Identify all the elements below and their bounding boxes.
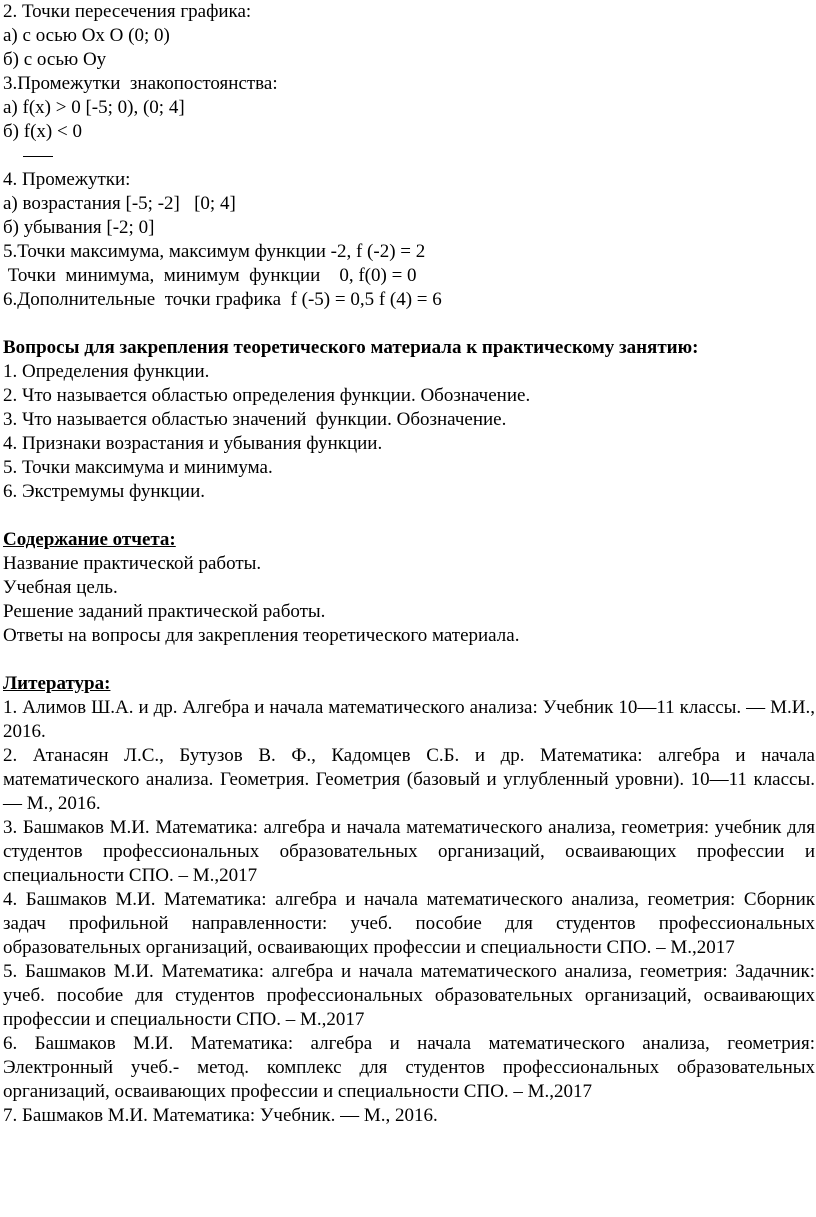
- questions-heading: Вопросы для закрепления теоретического материала к практическому занятию:: [3, 337, 699, 358]
- report-item: Ответы на вопросы для закрепления теоретического материала.: [3, 625, 520, 646]
- question-item: 1. Определения функции.: [3, 361, 210, 382]
- question-item: 3. Что называется областью значений функции. Обозначение.: [3, 409, 507, 430]
- report-item: Решение заданий практической работы.: [3, 601, 326, 622]
- question-item: 4. Признаки возрастания и убывания функции.: [3, 433, 383, 454]
- analysis-line: а) возрастания [-5; -2] [0; 4]: [3, 193, 236, 214]
- literature-item: 6. Башмаков М.И. Математика: алгебра и начала математического анализа, геометрия: Электронный учеб.- метод. комплекс для студентов профессиональных образовательных организаций, осваивающих профессии и специальности СПО. – М.,2017: [3, 1033, 815, 1102]
- literature-heading: Литература:: [3, 673, 111, 694]
- question-item: 5. Точки максимума и минимума.: [3, 457, 273, 478]
- questions-section: [3, 336, 815, 504]
- analysis-line: 5.Точки максимума, максимум функции -2, f (-2) = 2: [3, 241, 426, 262]
- empty-set-rule: [3, 144, 815, 168]
- analysis-line: 4. Промежутки:: [3, 169, 131, 190]
- analysis-line: б) с осью Оу: [3, 49, 107, 70]
- report-section: [3, 528, 815, 648]
- analysis-line: а) с осью Ох О (0; 0): [3, 25, 170, 46]
- literature-item: 3. Башмаков М.И. Математика: алгебра и начала математического анализа, геометрия: учебник для студентов профессиональных образовательных организаций, осваивающих профессии и специальности СПО. – М.,2017: [3, 817, 815, 886]
- analysis-line: б) убывания [-2; 0]: [3, 217, 155, 238]
- document-page: [3, 0, 815, 1128]
- analysis-line: б) f(x) < 0: [3, 121, 82, 142]
- literature-item: 5. Башмаков М.И. Математика: алгебра и начала математического анализа, геометрия: Задачник: учеб. пособие для студентов профессиональных образовательных организаций, осваивающих профессии и специальности СПО. – М.,2017: [3, 961, 815, 1030]
- literature-item: 1. Алимов Ш.А. и др. Алгебра и начала математического анализа: Учебник 10—11 классы. — М.И., 2016.: [3, 697, 815, 742]
- report-item: Учебная цель.: [3, 577, 118, 598]
- analysis-line: 2. Точки пересечения графика:: [3, 1, 252, 22]
- literature-item: 2. Атанасян Л.С., Бутузов В. Ф., Кадомцев С.Б. и др. Математика: алгебра и начала математического анализа. Геометрия. Геометрия (базовый и углубленный уровни). 10—11 классы. — М., 2016.: [3, 745, 815, 814]
- report-item: Название практической работы.: [3, 553, 262, 574]
- analysis-line: 6.Дополнительные точки графика f (-5) = 0,5 f (4) = 6: [3, 289, 442, 310]
- report-heading: Содержание отчета:: [3, 529, 176, 550]
- function-analysis-section: [3, 0, 815, 312]
- analysis-line: 3.Промежутки знакопостоянства:: [3, 73, 278, 94]
- literature-item: 7. Башмаков М.И. Математика: Учебник. — М., 2016.: [3, 1105, 438, 1126]
- analysis-line: Точки минимума, минимум функции 0, f(0) = 0: [3, 265, 417, 286]
- analysis-line: а) f(x) > 0 [-5; 0), (0; 4]: [3, 97, 185, 118]
- question-item: 2. Что называется областью определения функции. Обозначение.: [3, 385, 531, 406]
- question-item: 6. Экстремумы функции.: [3, 481, 206, 502]
- literature-item: 4. Башмаков М.И. Математика: алгебра и начала математического анализа, геометрия: Сборник задач профильной направленности: учеб. пособие для студентов профессиональных образовательных организаций, осваивающих профессии и специальности СПО. – М.,2017: [3, 889, 815, 958]
- literature-section: [3, 672, 815, 1128]
